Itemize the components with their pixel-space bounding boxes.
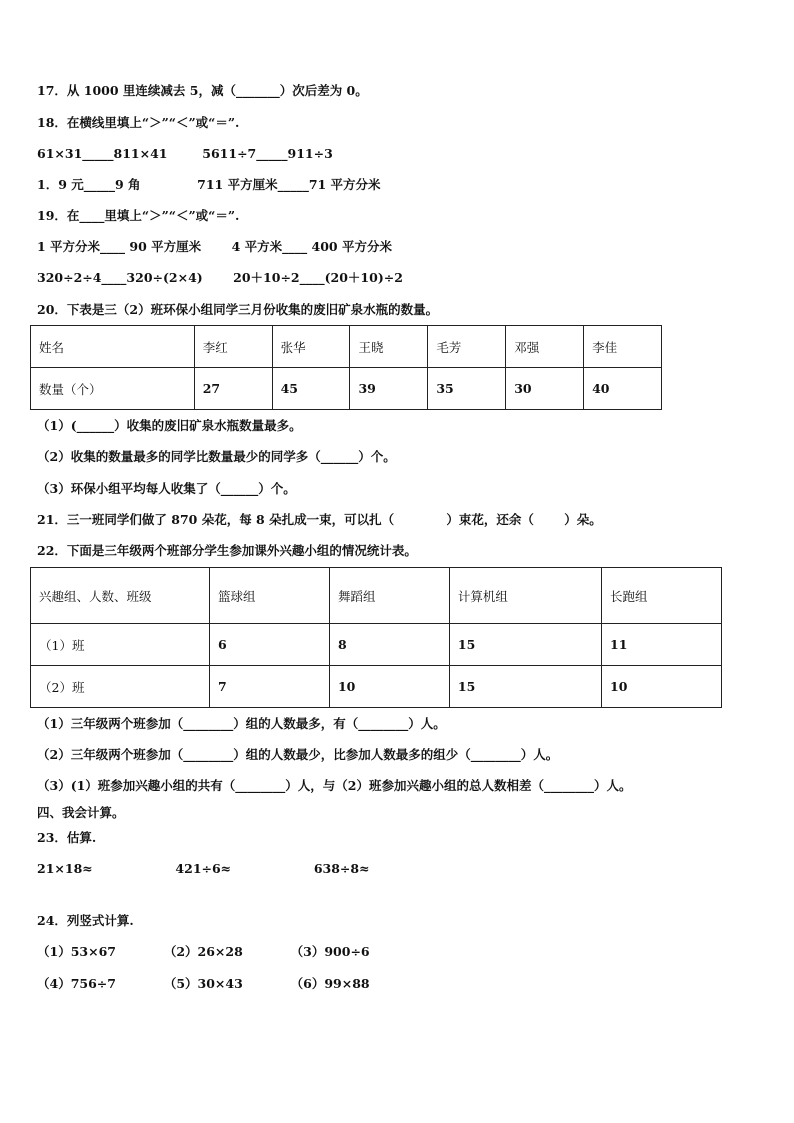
table-cell: （2）班 bbox=[31, 666, 210, 708]
table-cell: 45 bbox=[272, 368, 350, 410]
question-24-row1: （1）53×67 （2）26×28 （3）900÷6 bbox=[37, 944, 370, 959]
table-cell: （1）班 bbox=[31, 624, 210, 666]
table-cell: 篮球组 bbox=[210, 568, 330, 624]
question-17: 17．从 1000 里连续减去 5，减（_______）次后差为 0。 bbox=[37, 83, 368, 98]
question-22-sub2: （2）三年级两个班参加（________）组的人数最少，比参加人数最多的组少（________）人。 bbox=[37, 747, 559, 762]
table-cell: 35 bbox=[428, 368, 506, 410]
table-cell: 6 bbox=[210, 624, 330, 666]
question-22-title: 22．下面是三年级两个班部分学生参加课外兴趣小组的情况统计表。 bbox=[37, 543, 417, 558]
question-24-title: 24．列竖式计算. bbox=[37, 913, 134, 928]
table-cell: 毛芳 bbox=[428, 326, 506, 368]
bottle-count-table bbox=[30, 325, 662, 410]
table-cell: 39 bbox=[350, 368, 428, 410]
question-24-row2: （4）756÷7 （5）30×43 （6）99×88 bbox=[37, 976, 370, 991]
question-22-sub1: （1）三年级两个班参加（________）组的人数最多，有（________）人。 bbox=[37, 716, 446, 731]
table-cell: 李红 bbox=[194, 326, 272, 368]
question-20-sub2: （2）收集的数量最多的同学比数量最少的同学多（______）个。 bbox=[37, 449, 396, 464]
table-cell: 李佳 bbox=[584, 326, 662, 368]
section-4-heading: 四、我会计算。 bbox=[37, 805, 125, 820]
table-cell: 8 bbox=[329, 624, 449, 666]
table-cell: 15 bbox=[449, 666, 601, 708]
table-cell: 10 bbox=[329, 666, 449, 708]
table-cell: 张华 bbox=[272, 326, 350, 368]
table-row bbox=[31, 368, 662, 410]
table-cell: 数量（个） bbox=[31, 368, 195, 410]
question-23-title: 23．估算. bbox=[37, 830, 97, 845]
question-18-row2: 1．9 元_____9 角 711 平方厘米_____71 平方分米 bbox=[37, 177, 381, 192]
question-19-title: 19．在____里填上“＞”“＜”或“＝”. bbox=[37, 208, 240, 223]
table-cell: 计算机组 bbox=[449, 568, 601, 624]
table-cell: 11 bbox=[602, 624, 722, 666]
interest-group-table bbox=[30, 567, 722, 708]
table-cell: 王晓 bbox=[350, 326, 428, 368]
question-21: 21．三一班同学们做了 870 朵花，每 8 朵扎成一束，可以扎（ ）束花，还余（ ）朵。 bbox=[37, 512, 602, 527]
table-cell: 舞蹈组 bbox=[329, 568, 449, 624]
table-cell: 邓强 bbox=[506, 326, 584, 368]
question-19-row1: 1 平方分米____ 90 平方厘米 4 平方米____ 400 平方分米 bbox=[37, 239, 392, 254]
question-20-sub1: （1）(______）收集的废旧矿泉水瓶数量最多。 bbox=[37, 418, 302, 433]
table-row bbox=[31, 624, 722, 666]
question-18-row1: 61×31_____811×41 5611÷7_____911÷3 bbox=[37, 146, 333, 161]
table-header-row bbox=[31, 326, 662, 368]
question-20-title: 20．下表是三（2）班环保小组同学三月份收集的废旧矿泉水瓶的数量。 bbox=[37, 302, 439, 317]
table-cell: 10 bbox=[602, 666, 722, 708]
table-cell: 40 bbox=[584, 368, 662, 410]
table-cell: 姓名 bbox=[31, 326, 195, 368]
table-row bbox=[31, 666, 722, 708]
question-20-sub3: （3）环保小组平均每人收集了（______）个。 bbox=[37, 481, 296, 496]
table-cell: 7 bbox=[210, 666, 330, 708]
question-19-row2: 320÷2÷4____320÷(2×4) 20＋10÷2____(20＋10)÷2 bbox=[37, 270, 403, 285]
table-cell: 30 bbox=[506, 368, 584, 410]
question-22-sub3: （3）(1）班参加兴趣小组的共有（________）人，与（2）班参加兴趣小组的总人数相差（________）人。 bbox=[37, 778, 632, 793]
table-cell: 长跑组 bbox=[602, 568, 722, 624]
table-cell: 15 bbox=[449, 624, 601, 666]
question-18-title: 18．在横线里填上“＞”“＜”或“＝”. bbox=[37, 115, 240, 130]
question-23-items: 21×18≈ 421÷6≈ 638÷8≈ bbox=[37, 861, 370, 876]
table-header-row bbox=[31, 568, 722, 624]
table-cell: 兴趣组、人数、班级 bbox=[31, 568, 210, 624]
table-cell: 27 bbox=[194, 368, 272, 410]
